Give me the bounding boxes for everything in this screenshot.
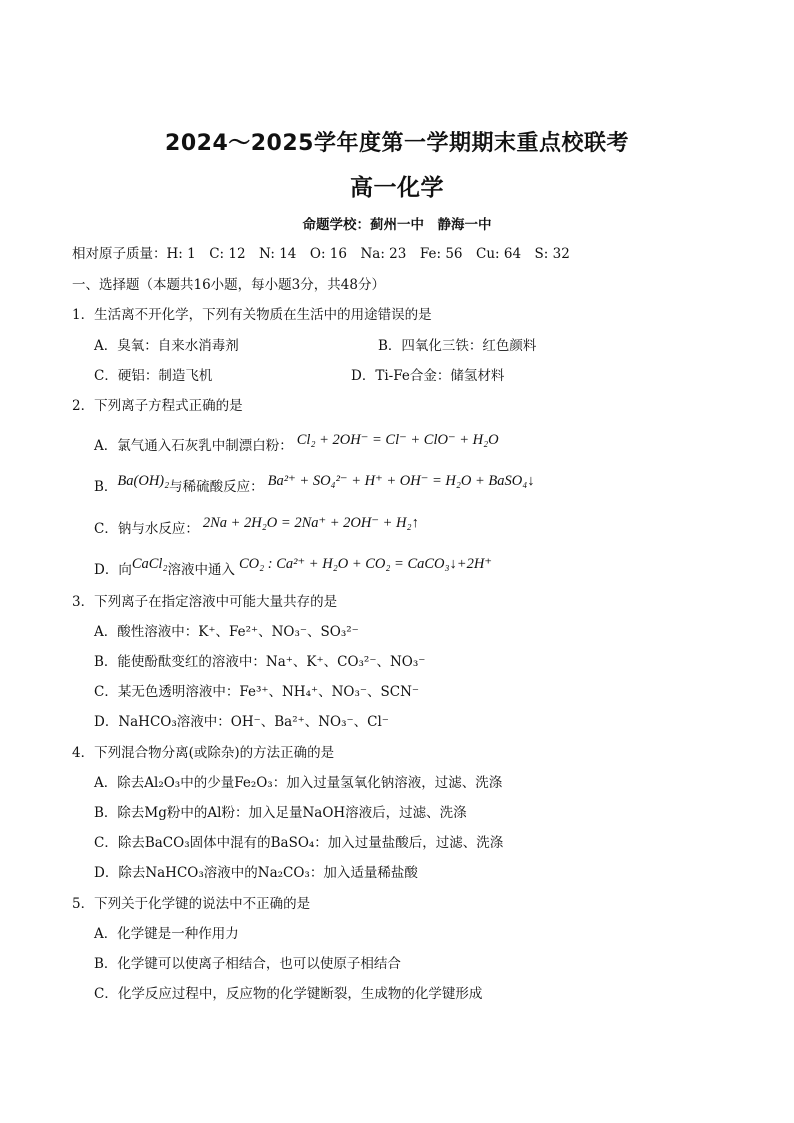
q3-option-b: B．能使酚酞变红的溶液中：Na⁺、K⁺、CO₃²⁻、NO₃⁻ <box>94 654 426 670</box>
q2-option-b-label: B． <box>94 479 118 495</box>
q4-option-d: D．除去NaHCO₃溶液中的Na₂CO₃：加入适量稀盐酸 <box>94 865 418 881</box>
q2-option-d <box>94 556 492 579</box>
atomic-mass-line: 相对原子质量：H: 1 C: 12 N: 14 O: 16 Na: 23 Fe: 56 Cu: 64 S: 32 <box>72 246 570 262</box>
q4-option-a: A．除去Al₂O₃中的少量Fe₂O₃：加入过量氢氧化钠溶液，过滤、洗涤 <box>94 775 503 791</box>
q3-stem: 3．下列离子在指定溶液中可能大量共存的是 <box>72 594 338 610</box>
q2-option-a-equation: Cl₂ + 2OH⁻ = Cl⁻ + ClO⁻ + H₂O <box>296 432 499 448</box>
q4-stem: 4．下列混合物分离(或除杂)的方法正确的是 <box>72 745 335 761</box>
q2-option-a-text: A．氯气通入石灰乳中制漂白粉： <box>94 438 293 454</box>
q2-option-b <box>94 473 535 496</box>
q2-option-b-formula: Ba(OH)₂ <box>117 473 170 489</box>
q2-option-d-equation: CO₂ : Ca²⁺ + H₂O + CO₂ = CaCO₃↓+2H⁺ <box>239 556 492 572</box>
q1-option-a: A．臭氧：自来水消毒剂 <box>94 338 239 354</box>
exam-subtitle: 高一化学 <box>350 175 444 201</box>
q2-option-d-formula: CaCl₂ <box>131 556 168 572</box>
q2-stem: 2．下列离子方程式正确的是 <box>72 398 243 414</box>
q2-option-a <box>94 432 499 455</box>
q2-option-c-text: C．钠与水反应： <box>94 521 199 537</box>
q5-option-b: B．化学键可以使离子相结合，也可以使原子相结合 <box>94 956 401 972</box>
q2-option-b-text: 与稀硫酸反应： <box>169 479 264 495</box>
exam-title: 2024～2025学年度第一学期期末重点校联考 <box>165 131 629 156</box>
q4-option-b: B．除去Mg粉中的Al粉：加入足量NaOH溶液后，过滤、洗涤 <box>94 805 467 821</box>
q2-option-b-equation: Ba²⁺ + SO₄²⁻ + H⁺ + OH⁻ = H₂O + BaSO₄↓ <box>267 473 535 489</box>
q1-option-b: B．四氧化三铁：红色颜料 <box>378 338 537 354</box>
q1-option-d: D．Ti-Fe合金：储氢材料 <box>351 368 505 384</box>
q5-option-a: A．化学键是一种作用力 <box>94 926 239 942</box>
q5-option-c: C．化学反应过程中，反应物的化学键断裂，生成物的化学键形成 <box>94 986 483 1002</box>
q5-stem: 5．下列关于化学键的说法中不正确的是 <box>72 896 311 912</box>
q2-option-c <box>94 515 419 538</box>
q3-option-a: A．酸性溶液中：K⁺、Fe²⁺、NO₃⁻、SO₃²⁻ <box>94 624 359 640</box>
q1-stem: 1．生活离不开化学，下列有关物质在生活中的用途错误的是 <box>72 307 432 323</box>
section-heading: 一、选择题（本题共16小题，每小题3分，共48分） <box>72 277 385 293</box>
q3-option-d: D．NaHCO₃溶液中：OH⁻、Ba²⁺、NO₃⁻、Cl⁻ <box>94 714 389 730</box>
setter-schools: 命题学校：蓟州一中 静海一中 <box>302 217 492 233</box>
q2-option-c-equation: 2Na + 2H₂O = 2Na⁺ + 2OH⁻ + H₂↑ <box>202 515 419 531</box>
q1-option-c: C．硬铝：制造飞机 <box>94 368 213 384</box>
q2-option-d-label: D．向 <box>94 562 132 578</box>
q3-option-c: C．某无色透明溶液中：Fe³⁺、NH₄⁺、NO₃⁻、SCN⁻ <box>94 684 420 700</box>
q4-option-c: C．除去BaCO₃固体中混有的BaSO₄：加入过量盐酸后，过滤、洗涤 <box>94 835 504 851</box>
q2-option-d-text: 溶液中通入 <box>167 562 235 578</box>
